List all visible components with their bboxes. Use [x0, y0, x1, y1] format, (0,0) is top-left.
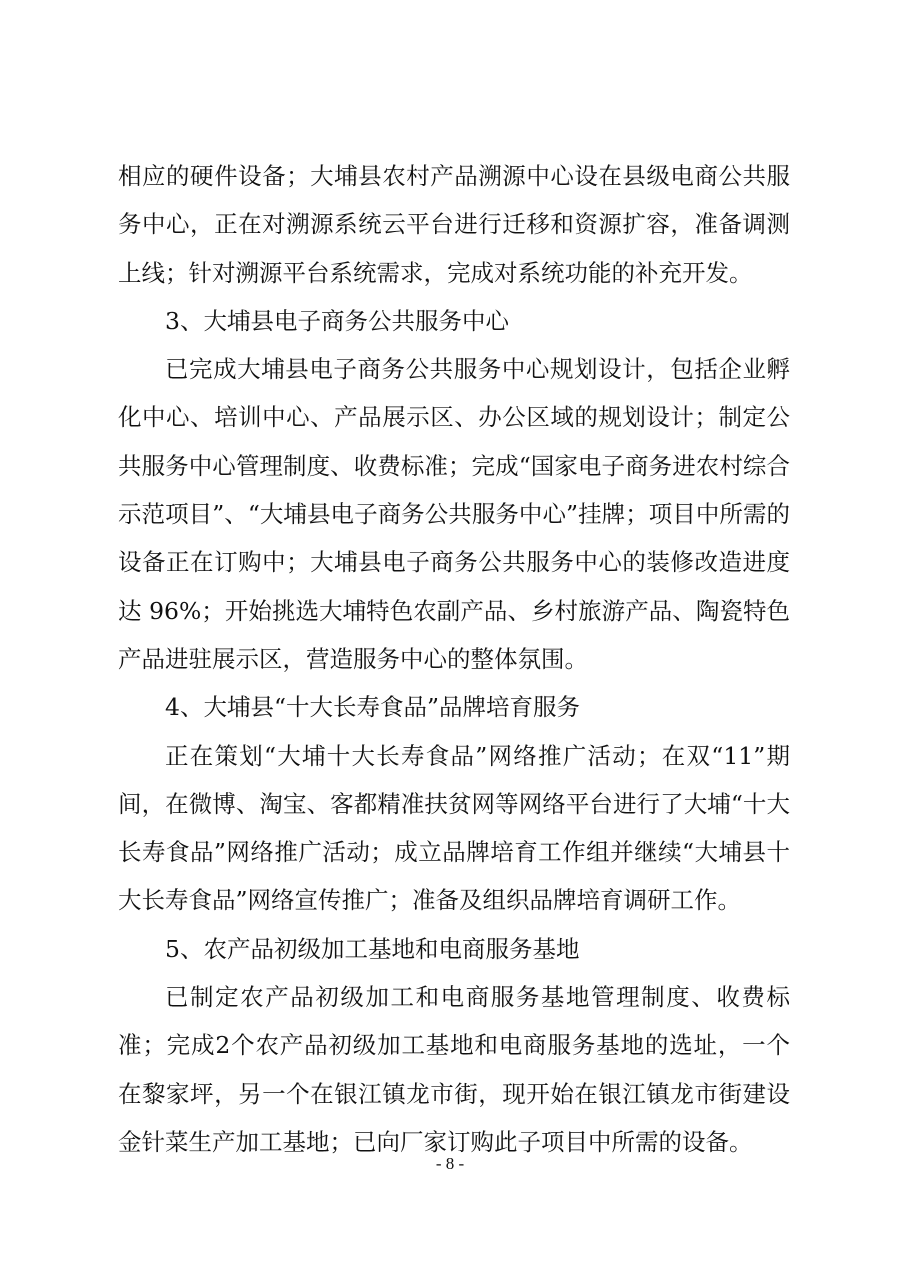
paragraph-longevity-food-brand: 正在策划“大埔十大长寿食品”网络推广活动；在双“11”期间，在微博、淘宝、客都精准扶贫网等网络平台进行了大埔“十大长寿食品”网络推广活动；成立品牌培育工作组并继续“大埔县十大长寿食品”网络宣传推广；准备及组织品牌培育调研工作。 — [118, 741, 790, 915]
page-number: - 8 - — [435, 1154, 465, 1173]
section-heading-ecommerce-service-center: 3、大埔县电子商务公共服务中心 — [165, 306, 509, 335]
paragraph-traceability-continued: 相应的硬件设备；大埔县农村产品溯源中心设在县级电商公共服务中心，正在对溯源系统云平台进行迁移和资源扩容，准备调测上线；针对溯源平台系统需求，完成对系统功能的补充开发。 — [118, 162, 790, 287]
paragraph-ecommerce-service-center: 已完成大埔县电子商务公共服务中心规划设计，包括企业孵化中心、培训中心、产品展示区、办公区域的规划设计；制定公共服务中心管理制度、收费标准；完成“国家电子商务进农村综合示范项目”、“大埔县电子商务公共服务中心”挂牌；项目中所需的设备正在订购中；大埔县电子商务公共服务中心的装修改造进度达 96%；开始挑选大埔特色农副产品、乡村旅游产品、陶瓷特色产品进驻展示区，营造服务中心的整体氛围。 — [118, 355, 790, 673]
body-content — [118, 152, 790, 1166]
section-heading-processing-base: 5、农产品初级加工基地和电商服务基地 — [165, 934, 580, 963]
section-heading-longevity-food-brand: 4、大埔县“十大长寿食品”品牌培育服务 — [165, 693, 580, 722]
paragraph-processing-base: 已制定农产品初级加工和电商服务基地管理制度、收费标准；完成2个农产品初级加工基地和电商服务基地的选址，一个在黎家坪，另一个在银江镇龙市街，现开始在银江镇龙市街建设金针菜生产加工基地；已向厂家订购此子项目中所需的设备。 — [118, 983, 790, 1156]
